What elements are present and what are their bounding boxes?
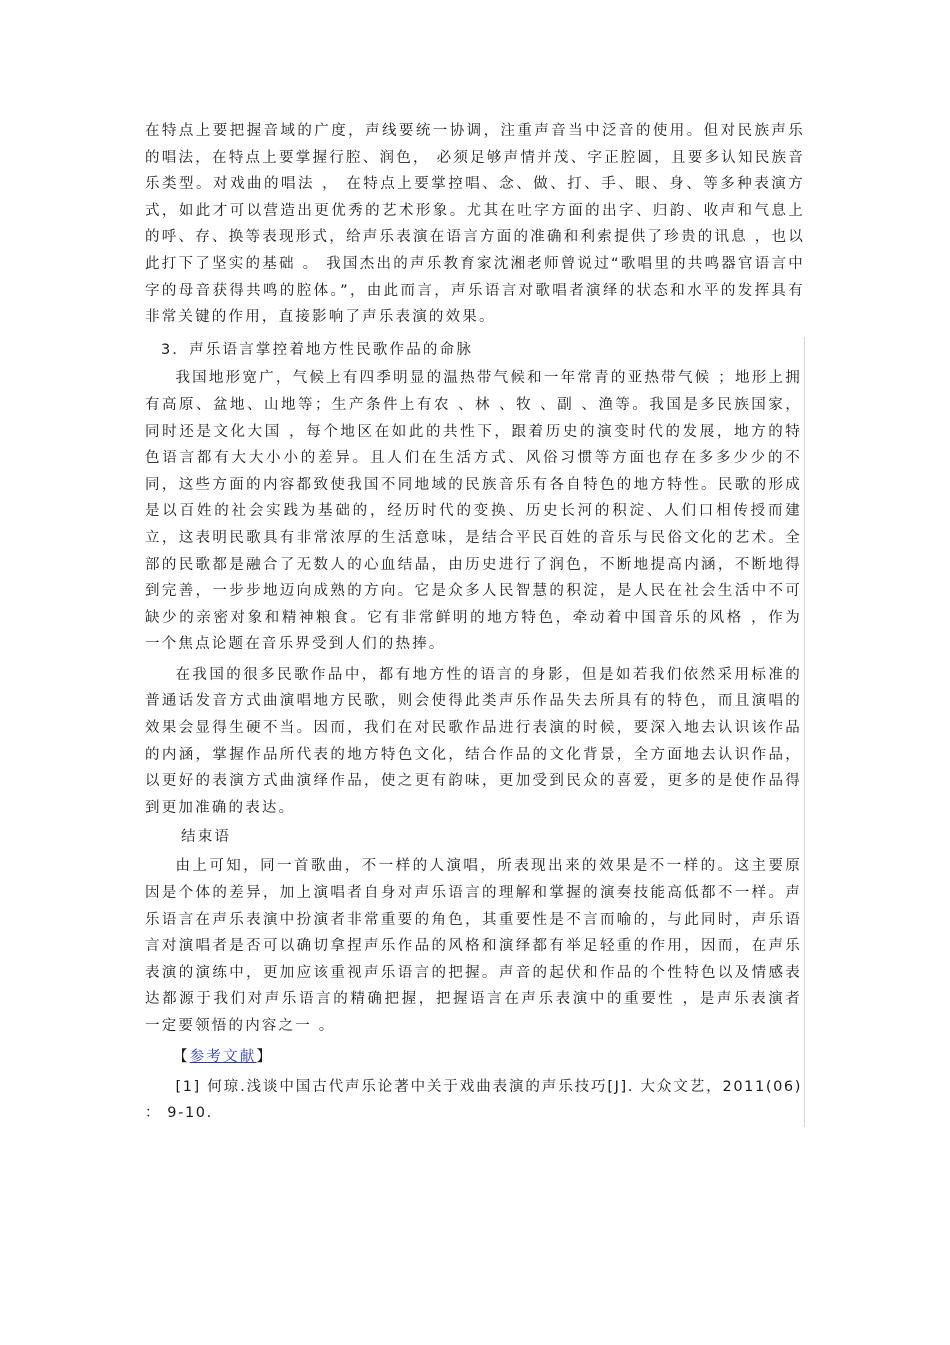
reference-item-1: [1] 何琼.浅谈中国古代声乐论著中关于戏曲表演的声乐技巧[J]. 大众文艺，2011(06) ： 9-10. xyxy=(145,1078,802,1122)
references-bracket-close: 】 xyxy=(256,1048,274,1065)
main-section-box xyxy=(145,337,805,1127)
references-bracket-open: 【 xyxy=(173,1048,190,1065)
section-3-paragraph-1: 我国地形宽广，气候上有四季明显的温热带气候和一年常青的亚热带气候 ；地形上拥有高原、盆地、山地等；生产条件上有农 、林 、牧 、副 、渔等。我国是多民族国家，同时还是文化大国 ，每个地区在如此的共性下，跟着历史的演变时代的发展，地方的特色语言都有大大小小的差异。且人们在生活方式、风俗习惯等方面也存在多多少少的不同，这些方面的内容都致使我国不同地域的民族音乐有各自特色的地方特性。民歌的形成是以百姓的社会实践为基础的，经历时代的变换、历史长河的积淀、人们口相传授而建立，这表明民歌具有非常浓厚的生活意味，是结合平民百姓的音乐与民俗文化的艺术。全部的民歌都是融合了无数人的心血结晶，由历史进行了润色，不断地提高内涵，不断地得到完善，一步步地迈向成熟的方向。它是众多人民智慧的积淀，是人民在社会生活中不可缺少的亲密对象和精神粮食。它有非常鲜明的地方特色，牵动着中国音乐的风格 ，作为一个焦点论题在音乐界受到人们的热捧。 xyxy=(145,370,802,653)
document-page xyxy=(145,118,805,1127)
section-3-heading: 3．声乐语言掌控着地方性民歌作品的命脉 xyxy=(161,341,474,358)
intro-paragraph: 在特点上要把握音域的广度，声线要统一协调，注重声音当中泛音的使用。但对民族声乐的唱法，在特点上要掌握行腔、润色， 必须足够声情并茂、字正腔圆，且要多认知民族音乐类型。对戏曲的唱法 ， 在特点上要掌控唱、念、做、打、手、眼、身、等多种表演方式，如此才可以营造出更优秀的艺术形象。尤其在吐字方面的出字、归韵、收声和气息上的呼、存、换等表现形式，给声乐表演在语言方面的准确和利索提供了珍贵的讯息 ，也以此打下了坚实的基础 。 我国杰出的声乐教育家沈湘老师曾说过“歌唱里的共鸣器官语言中字的母音获得共鸣的腔体。”，由此而言，声乐语言对歌唱者演绎的状态和水平的发挥具有非常关键的作用，直接影响了声乐表演的效果。 xyxy=(145,123,805,326)
conclusion-paragraph: 由上可知，同一首歌曲，不一样的人演唱，所表现出来的效果是不一样的。这主要原因是个体的差异，加上演唱者自身对声乐语言的理解和掌握的演奏技能高低都不一样。声乐语言在声乐表演中扮演者非常重要的角色，其重要性是不言而喻的，与此同时，声乐语言对演唱者是否可以确切拿捏声乐作品的风格和演绎都有举足轻重的作用，因而，在声乐表演的演练中，更加应该重视声乐语言的把握。声音的起伏和作品的个性特色以及情感表达都源于我们对声乐语言的精确把握，把握语言在声乐表演中的重要性 ，是声乐表演者一定要领悟的内容之一 。 xyxy=(145,858,802,1034)
references-link[interactable]: 参考文献 xyxy=(189,1048,257,1065)
section-3-paragraph-2: 在我国的很多民歌作品中，都有地方性的语言的身影，但是如若我们依然采用标准的普通话发音方式曲演唱地方民歌，则会使得此类声乐作品失去所具有的特色，而且演唱的效果会显得生硬不当。因而，我们在对民歌作品进行表演的时候，要深入地去认识该作品的内涵，掌握作品所代表的地方特色文化，结合作品的文化背景，全方面地去认识作品，以更好的表演方式曲演绎作品，使之更有韵味，更加受到民众的喜爱，更多的是使作品得到更加准确的表达。 xyxy=(145,666,802,816)
conclusion-title: 结束语 xyxy=(181,829,232,846)
references-heading xyxy=(145,1044,802,1070)
